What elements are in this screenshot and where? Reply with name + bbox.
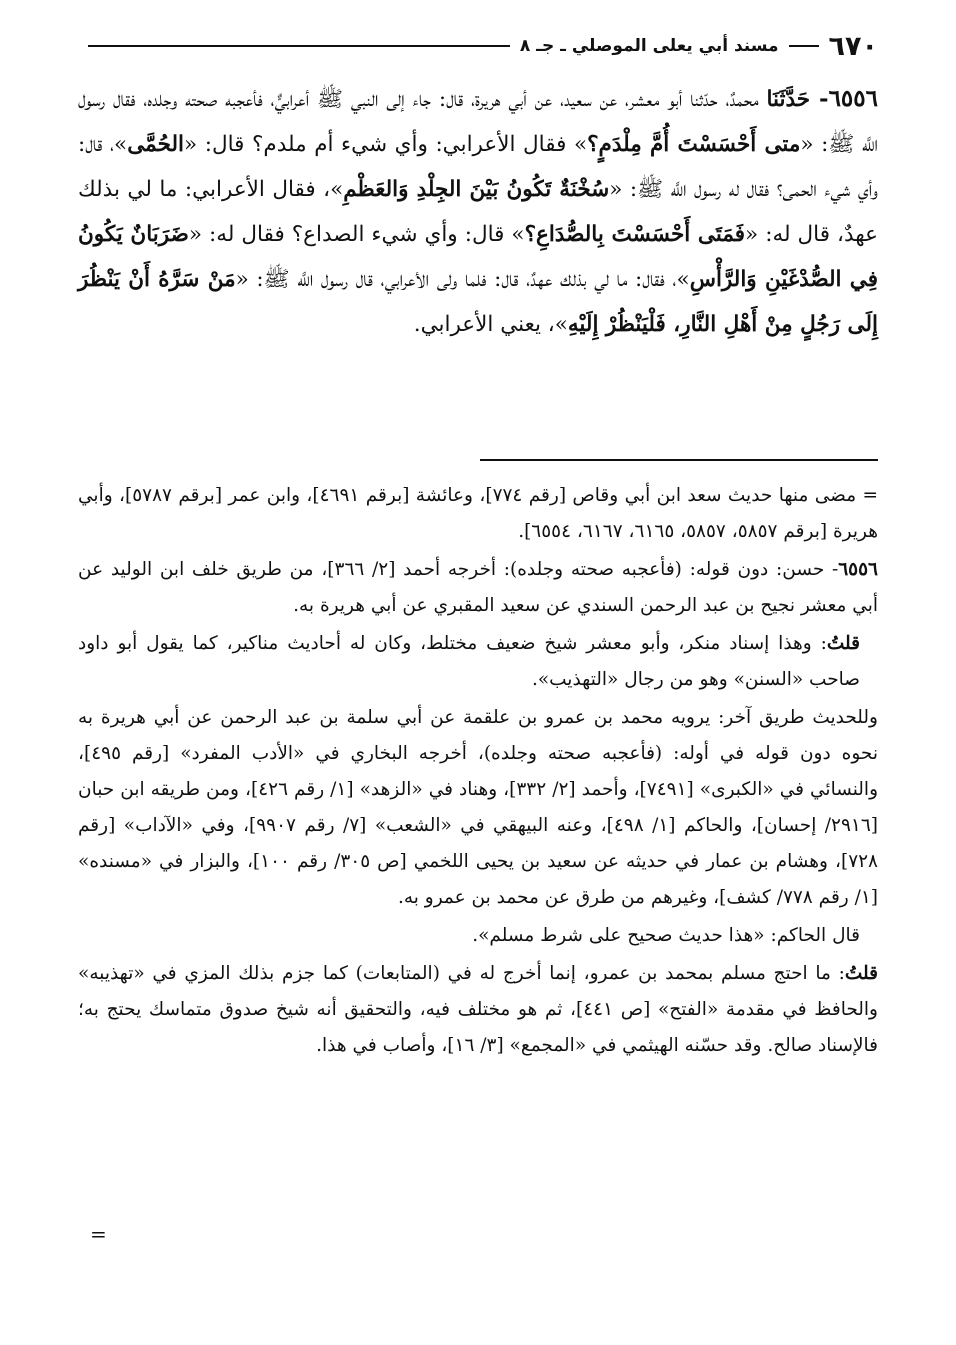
header-rule-right [789,45,819,47]
footnote-number: ٦٥٥٦ [838,559,878,580]
continuation-mark: = [90,1222,107,1246]
prophet-quote-5: ضَرَبَانٌ يَكُونُ فِي الصُّدْغَيْنِ وَالرَّأْسِ [78,222,878,292]
hadith-text-5: » قال: وأي شيء الصداع؟ فقال له: « [188,222,525,247]
prophet-quote-2: الحُمَّى [127,132,184,157]
page-number: ٦٧٠ [828,30,878,62]
hadith-opening: حَدَّثَنَا [766,87,811,112]
footnote-takhrij [78,552,878,624]
qultu-label-2: قلتُ [844,963,878,984]
hadith-text-4: »، فقال الأعرابي: ما لي بذلك عهدٌ، قال له: « [78,177,878,247]
footnote-takhrij-text: - حسن: دون قوله: (فأعجبه صحته وجلده): أخرجه أحمد [٢/ ٣٦٦]، من طريق خلف ابن الوليد عن أبي معشر نجيح بن عبد الرحمن السندي عن سعيد المقبري عن أبي هريرة به. [78,559,878,616]
qultu-text-1: : وهذا إسناد منكر، وأبو معشر شيخ ضعيف مختلط، وكان له أحاديث مناكير، كما يقول أبو داود صاحب «السنن» وهو من رجال «التهذيب». [78,633,860,690]
header-rule-left [88,45,510,47]
prophet-quote-1: متى أَحْسَسْتَ أُمَّ مِلْدَمٍ؟ [587,132,801,157]
hadith-text-6: »، فقال: ما لي بذلك عهدٌ، قال: فلما ولى الأعرابي، قال رسول اللَّه ﷺ: « [235,267,690,292]
hadith-text-1: محمدٌ، حدّثنا أبو معشر، عن سعيد، عن أبي هريرة، قال: جاء إلى النبي ﷺ أعرابيٌّ، فأعجبه صحته وجلده، فقال رسول اللَّه ﷺ: « [78,87,878,157]
footnote-hakim: قال الحاكم: «هذا حديث صحيح على شرط مسلم». [472,925,860,946]
footnote-other-path: وللحديث طريق آخر: يرويه محمد بن عمرو بن علقمة عن أبي سلمة بن عبد الرحمن عن أبي هريرة به نحوه دون قوله في أوله: (فأعجبه صحته وجلده)، أخرجه البخاري في «الأدب المفرد» [رقم ٤٩٥]، والنسائي في «الكبرى» [٧٤٩١]، وأحمد [٢/ ٣٣٢]، وهناد في «الزهد» [١/ رقم ٤٢٦]، ومن طريقه ابن حبان [٢٩١٦/ إحسان]، والحاكم [١/ ٤٩٨]، وعنه البيهقي في «الشعب» [٧/ رقم ٩٩٠٧]، وفي «الآداب» [رقم ٧٢٨]، وهشام بن عمار في حديثه عن سعيد بن يحيى اللخمي [ص ٣٠٥/ رقم ١٠٠]، والبزار في «مسنده» [١/ رقم ٧٧٨/ كشف]، وغيرهم من طرق عن محمد بن عمرو به. [78,707,878,908]
hadith-text [78,76,878,347]
prophet-quote-3: سُخْنَةٌ تَكُونُ بَيْنَ الجِلْدِ وَالعَظْمِ [343,177,610,202]
footnote-qultu-1 [78,626,878,698]
footnotes [78,478,878,1066]
qultu-label-1: قلتُ [826,633,860,654]
hadith-text-2: » فقال الأعرابي: وأي شيء أم ملدم؟ قال: « [183,132,588,157]
prophet-quote-4: فَمَتَى أَحْسَسْتَ بِالصُّدَاعِ؟ [524,222,746,247]
page-header [78,26,878,66]
qultu-text-2: : ما احتج مسلم بمحمد بن عمرو، إنما أخرج له في (المتابعات) كما جزم بذلك المزي في «تهذيبه» والحافظ في مقدمة «الفتح» [ص ٤٤١]، ثم هو مختلف فيه، والتحقيق أنه شيخ صدوق متماسك يحتج به؛ فالإسناد صالح. وقد حسّنه الهيثمي في «المجمع» [٣/ ١٦]، وأصاب في هذا. [78,963,878,1056]
footnote-separator [480,459,878,461]
prophet-quote-6: مَنْ سَرَّهُ أَنْ يَنْظُرَ إِلَى رَجُلٍ مِنْ أَهْلِ النَّارِ، فَلْيَنْظُرْ إِلَيْهِ [78,267,878,337]
hadith-text-7: »، يعني الأعرابي. [413,312,568,337]
hadith-number: ٦٥٥٦ [828,85,878,112]
hadith-paragraph [78,76,878,347]
running-title: مسند أبي يعلى الموصلي ـ جـ ٨ [519,36,779,56]
hadith-text-3: »، قال: وأي شيء الحمى؟ فقال له رسول اللَّه ﷺ: « [78,132,878,202]
footnote-qultu-2 [78,956,878,1064]
hadith-dash: - [810,85,829,112]
footnote-continuation: = مضى منها حديث سعد ابن أبي وقاص [رقم ٧٧٤]، وعائشة [برقم ٤٦٩١]، وابن عمر [برقم ٥٧٨٧]، وأبي هريرة [برقم ٥٨٥٧، ٥٨٥٧، ٦١٦٥، ٦١٦٧، ٦٥٥٤]. [78,485,878,542]
